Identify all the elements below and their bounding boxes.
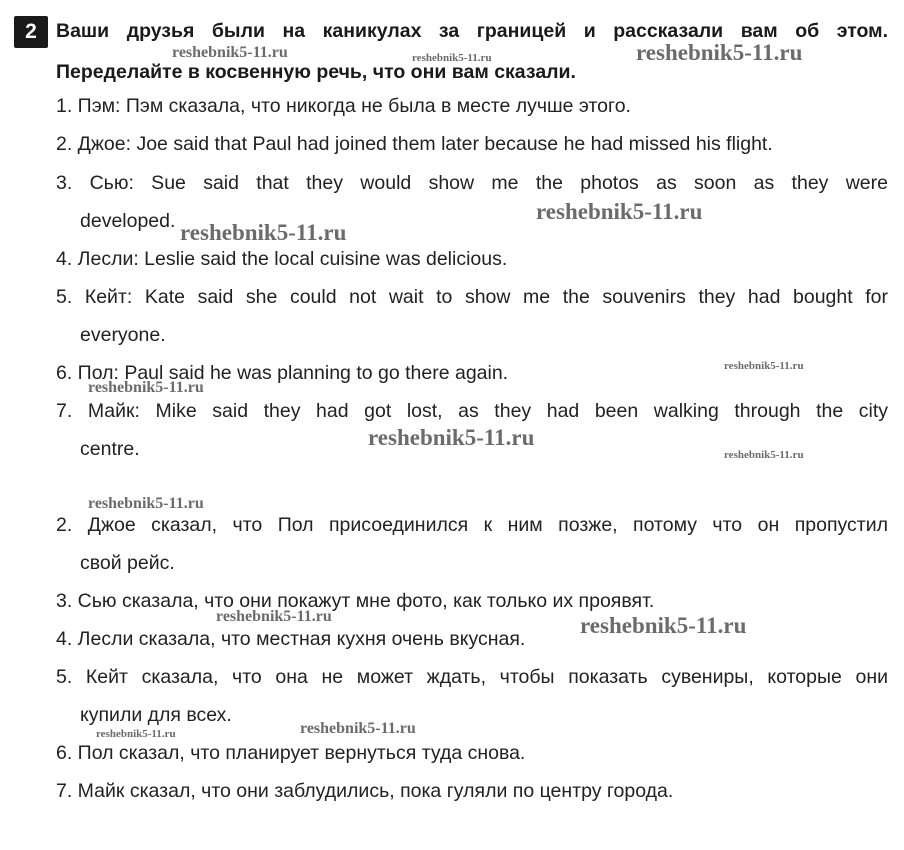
translation-5: 5. Кейт сказала, что она не может ждать, чтобы показать сувениры, которые они — [56, 666, 888, 688]
watermark: reshebnik5-11.ru — [88, 379, 204, 396]
watermark: reshebnik5-11.ru — [412, 52, 492, 64]
answer-3-continued: developed. — [80, 210, 176, 232]
watermark: reshebnik5-11.ru — [580, 613, 747, 638]
translation-3: 3. Сью сказала, что они покажут мне фото, как только их проявят. — [56, 590, 655, 612]
answer-5-continued: everyone. — [80, 324, 166, 346]
translation-5-continued: купили для всех. — [80, 704, 232, 726]
watermark: reshebnik5-11.ru — [536, 199, 703, 224]
answer-1: 1. Пэм: Пэм сказала, что никогда не была в месте лучше этого. — [56, 95, 631, 117]
watermark: reshebnik5-11.ru — [724, 449, 804, 461]
translation-2: 2. Джое сказал, что Пол присоединился к ним позже, потому что он пропустил — [56, 514, 888, 536]
translation-7: 7. Майк сказал, что они заблудились, пока гуляли по центру города. — [56, 780, 674, 802]
task-number-badge: 2 — [14, 16, 48, 48]
translation-4: 4. Лесли сказала, что местная кухня очень вкусная. — [56, 628, 526, 650]
watermark: reshebnik5-11.ru — [724, 360, 804, 372]
watermark: reshebnik5-11.ru — [172, 44, 288, 61]
watermark: reshebnik5-11.ru — [216, 608, 332, 625]
answer-4: 4. Лесли: Leslie said the local cuisine was delicious. — [56, 248, 508, 270]
answer-7-continued: centre. — [80, 438, 140, 460]
task-heading-line2: Переделайте в косвенную речь, что они вам сказали. — [56, 61, 576, 83]
watermark: reshebnik5-11.ru — [300, 720, 416, 737]
answer-2: 2. Джое: Joe said that Paul had joined them later because he had missed his flight. — [56, 133, 773, 155]
watermark: reshebnik5-11.ru — [180, 220, 347, 245]
watermark: reshebnik5-11.ru — [96, 728, 176, 740]
task-heading-line1: Ваши друзья были на каникулах за границей и рассказали вам об этом. — [56, 20, 888, 42]
answer-5: 5. Кейт: Kate said she could not wait to show me the souvenirs they had bought for — [56, 286, 888, 308]
answer-6: 6. Пол: Paul said he was planning to go there again. — [56, 362, 509, 384]
translation-2-continued: свой рейс. — [80, 552, 175, 574]
watermark: reshebnik5-11.ru — [88, 495, 204, 512]
answer-7: 7. Майк: Mike said they had got lost, as they had been walking through the city — [56, 400, 888, 422]
translation-6: 6. Пол сказал, что планирует вернуться туда снова. — [56, 742, 526, 764]
answer-3: 3. Сью: Sue said that they would show me the photos as soon as they were — [56, 172, 888, 194]
watermark: reshebnik5-11.ru — [368, 425, 535, 450]
watermark: reshebnik5-11.ru — [636, 40, 803, 65]
